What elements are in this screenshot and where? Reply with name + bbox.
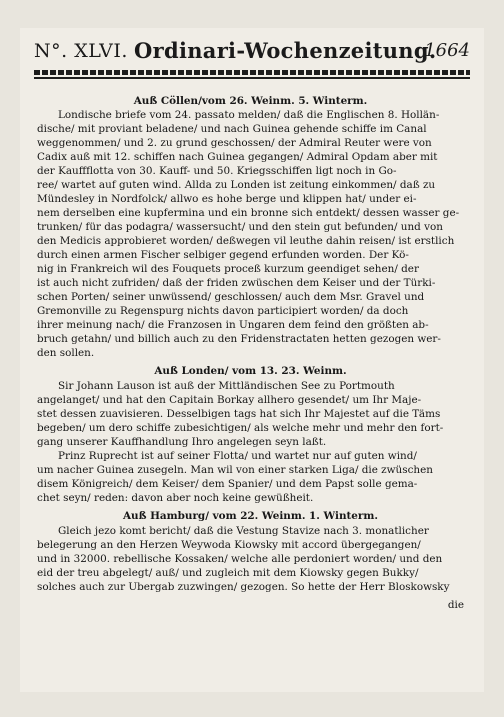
text-line: ist auch nicht zufriden/ daß der friden zwüschen dem Keiser und der Türki- [37, 277, 436, 289]
text-line: gang unserer Kauffhandlung Ihro angelegen seyn laßt. [37, 436, 327, 448]
text-line: stet dessen zuavisieren. Desselbigen tags hat sich Ihr Majestet auf die Täms [37, 408, 441, 420]
text-line: Cadix auß mit 12. schiffen nach Guinea gegangen/ Admiral Opdam aber mit [37, 151, 438, 163]
text-line: Londische briefe vom 24. passato melden/ daß die Englischen 8. Hollän- [58, 109, 440, 121]
text-line: eid der treu abgelegt/ auß/ und zugleich mit dem Kiowsky gegen Bukky/ [37, 567, 419, 579]
issue-number: N°. XLVI. [34, 40, 128, 62]
section-heading: Auß Hamburg/ vom 22. Weinm. 1. Winterm. [122, 510, 379, 522]
text-line: der Kauffflotta von 30. Kauff- und 50. Kriegsschiffen ligt noch in Go- [37, 165, 397, 177]
text-line: chet seyn/ reden: davon aber noch keine gewüßheit. [37, 492, 314, 504]
text-line: den Medicis approbieret worden/ deßwegen vil leuthe dahin reisen/ ist erstlich [37, 235, 455, 247]
text-line: Sir Johann Lauson ist auß der Mittländischen See zu Portmouth [58, 380, 395, 392]
text-line: durch einen armen Fischer selbiger gegend erfunden worden. Der Kö- [37, 249, 409, 261]
text-line: Prinz Ruprecht ist auf seiner Flotta/ und wartet nur auf guten wind/ [58, 450, 417, 462]
section-heading: Auß Cöllen/vom 26. Weinm. 5. Winterm. [133, 95, 368, 107]
text-line: bruch getahn/ und billich auch zu den Fridenstractaten hetten gezogen wer- [37, 333, 441, 345]
text-line: ree/ wartet auf guten wind. Allda zu Londen ist zeitung einkommen/ daß zu [37, 179, 436, 191]
masthead [34, 38, 470, 64]
text-line: angelanget/ und hat den Capitain Borkay allhero gesendet/ um Ihr Maje- [37, 394, 422, 406]
catchword: die [447, 599, 464, 611]
text-line: Gremonville zu Regenspurg nichts davon participiert worden/ da doch [37, 305, 409, 317]
text-line: nig in Frankreich wil des Fouquets proceß kurzum geendiget sehen/ der [37, 263, 419, 275]
issue-year: 1664 [424, 40, 470, 61]
text-line: den sollen. [37, 347, 95, 359]
text-line: nem derselben eine kupfermina und ein bronne sich entdekt/ dessen wasser ge- [37, 207, 460, 219]
text-line: dische/ mit proviant beladene/ und nach Guinea gehende schiffe im Canal [37, 123, 427, 135]
text-line: begeben/ um dero schiffe zubesichtigen/ als welche mehr und mehr den fort- [37, 422, 444, 434]
section-heading: Auß Londen/ vom 13. 23. Weinm. [154, 365, 347, 377]
text-line: ihrer meinung nach/ die Franzosen in Ungaren dem feind den größten ab- [37, 319, 429, 331]
text-line: disem Königreich/ dem Keiser/ dem Spanier/ und dem Papst solle gema- [37, 478, 418, 490]
text-line: um nacher Guinea zusegeln. Man wil von einer starken Liga/ die zwüschen [37, 464, 433, 476]
text-line: Mündesley in Nordfolck/ allwo es hohe berge und klippen hat/ under ei- [37, 193, 417, 205]
text-line: solches auch zur Ubergab zuzwingen/ gezogen. So hette der Herr Bloskowsky [37, 581, 450, 593]
ornamental-rule [34, 70, 470, 75]
header-rule [34, 77, 470, 79]
text-line: und in 32000. rebellische Kossaken/ welche alle perdoniert worden/ und den [37, 553, 443, 565]
text-line: weggenommen/ und 2. zu grund geschossen/ der Admiral Reuter were von [37, 137, 432, 149]
text-line: schen Porten/ seiner unwüssend/ geschlossen/ auch dem Msr. Gravel und [37, 291, 425, 303]
newspaper-title: Ordinari-Wochenzeitung. [134, 38, 437, 63]
text-line: belegerung an den Herzen Weywoda Kiowsky mit accord übergegangen/ [37, 539, 421, 551]
text-line: Gleich jezo komt bericht/ daß die Vestung Stavize nach 3. monatlicher [58, 525, 429, 537]
text-line: trunken/ für das podagra/ wassersucht/ und den stein gut befunden/ und von [37, 221, 443, 233]
